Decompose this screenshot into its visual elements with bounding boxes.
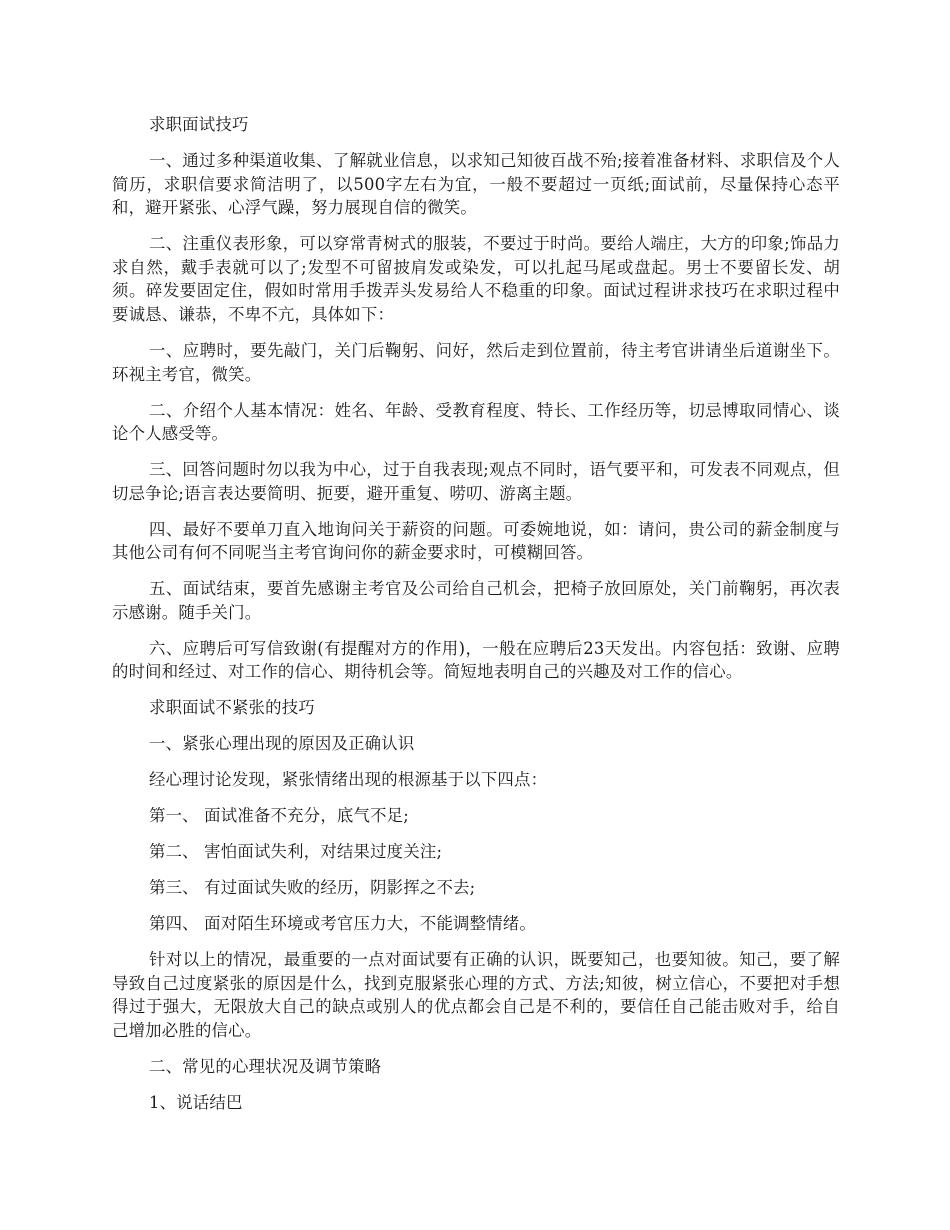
paragraph: 二、注重仪表形象，可以穿常青树式的服装，不要过于时尚。要给人端庄，大方的印象;饰品力求自然，戴手表就可以了;发型不可留披肩发或染发，可以扎起马尾或盘起。男士不要留长发、胡须。碎发要固定住，假如时常用手拨弄头发易给人不稳重的印象。面试过程讲求技巧在求职过程中要诚恳、谦恭，不卑不亢，具体如下： [112, 234, 840, 324]
paragraph: 二、介绍个人基本情况：姓名、年龄、受教育程度、特长、工作经历等，切忌博取同情心、谈论个人感受等。 [112, 400, 840, 444]
list-item: 1、说话结巴 [149, 1093, 243, 1113]
paragraph: 针对以上的情况，最重要的一点对面试要有正确的认识，既要知己，也要知彼。知己，要了解导致自己过度紧张的原因是什么，找到克服紧张心理的方式、方法;知彼，树立信心，不要把对手想得过于强大，无限放大自己的缺点或别人的优点都会自己是不利的，要信任自己能击败对手，给自己增加必胜的信心。 [112, 950, 840, 1041]
paragraph: 四、最好不要单刀直入地询问关于薪资的问题。可委婉地说，如：请问，贵公司的薪金制度与其他公司有何不同呢当主考官询问你的薪金要求时，可模糊回答。 [112, 519, 840, 563]
paragraph: 五、面试结束，要首先感谢主考官及公司给自己机会，把椅子放回原处，关门前鞠躬，再次表示感谢。随手关门。 [112, 579, 840, 622]
section-heading: 求职面试不紧张的技巧 [149, 698, 315, 718]
paragraph: 经心理讨论发现，紧张情绪出现的根源基于以下四点： [149, 770, 548, 790]
list-item: 第三、 有过面试失败的经历，阴影挥之不去; [149, 878, 476, 898]
paragraph: 六、应聘后可写信致谢(有提醒对方的作用)，一般在应聘后23天发出。内容包括：致谢、应聘的时间和经过、对工作的信心、期待机会等。简短地表明自己的兴趣及对工作的信心。 [112, 638, 840, 682]
list-item: 第二、 害怕面试失利，对结果过度关注; [149, 842, 443, 862]
doc-title: 求职面试技巧 [149, 115, 249, 134]
paragraph: 一、应聘时，要先敲门，关门后鞠躬、问好，然后走到位置前，待主考官讲请坐后道谢坐下。环视主考官，微笑。 [112, 340, 840, 384]
subsection-heading: 二、常见的心理状况及调节策略 [149, 1057, 382, 1077]
list-item: 第四、 面对陌生环境或考官压力大，不能调整情绪。 [149, 914, 536, 934]
document-page [112, 113, 840, 1127]
list-item: 第一、 面试准备不充分，底气不足; [149, 806, 409, 826]
subsection-heading: 一、紧张心理出现的原因及正确认识 [149, 734, 415, 754]
paragraph: 一、通过多种渠道收集、了解就业信息，以求知己知彼百战不殆;接着准备材料、求职信及个人简历，求职信要求简洁明了，以500字左右为宜，一般不要超过一页纸;面试前，尽量保持心态平和，避开紧张、心浮气躁，努力展现自信的微笑。 [112, 150, 840, 218]
paragraph: 三、回答问题时勿以我为中心，过于自我表现;观点不同时，语气要平和，可发表不同观点，但切忌争论;语言表达要简明、扼要，避开重复、唠叨、游离主题。 [112, 460, 840, 503]
